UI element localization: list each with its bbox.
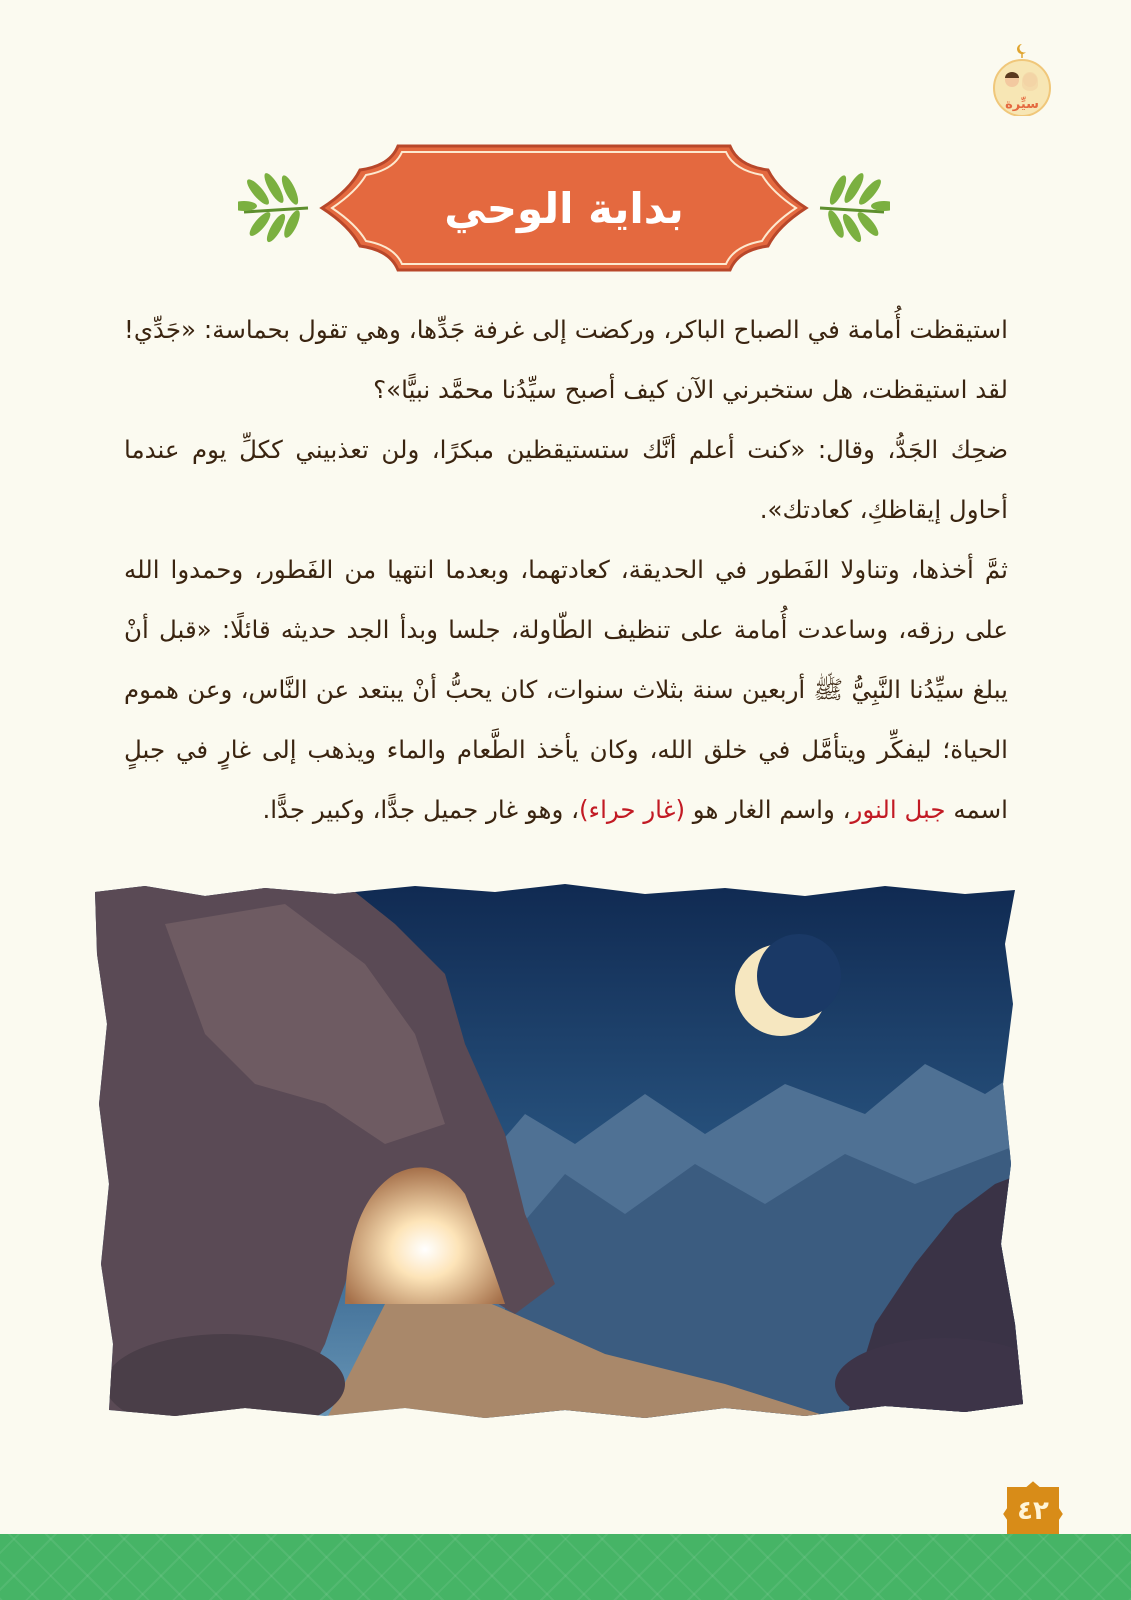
paragraph-text: ، واسم الغار هو bbox=[685, 795, 851, 824]
highlight-mountain-name: جبل النور bbox=[850, 795, 946, 824]
paragraph bbox=[124, 540, 1008, 840]
paragraph-text: ثمَّ أخذها، وتناولا الفَطور في الحديقة، كعادتهما، وبعدما انتهيا من الفَطور، وحمدوا الله على رزقه، وساعدت أُمامة على تنظيف الطّاولة، جلسا وبدأ الجد حديثه قائلًا: «قبل أنْ يبلغ سيِّدُنا النَّبِيُّ ﷺ أربعين سنة بثلاث سنوات، كان يحبُّ أنْ يبتعد عن النَّاس، وعن هموم الحياة؛ ليفكِّر ويتأمَّل في خلق الله، وكان يأخذ الطَّعام والماء ويذهب إلى غارٍ في جبلٍ اسمه bbox=[124, 555, 1008, 824]
paragraph: ضحِك الجَدُّ، وقال: «كنت أعلم أنَّك ستستيقظين مبكرًا، ولن تعذبيني ككلِّ يوم عندما أحاول إيقاظكِ، كعادتك». bbox=[124, 435, 1008, 524]
cave-night-illustration bbox=[85, 884, 1046, 1422]
paragraph: استيقظت أُمامة في الصباح الباكر، وركضت إلى غرفة جَدِّها، وهي تقول بحماسة: «جَدِّي! لقد استيقظت، هل ستخبرني الآن كيف أصبح سيِّدُنا محمَّد نبيًّا»؟ bbox=[124, 315, 1008, 404]
logo-wordmark: سيِّرة bbox=[1005, 97, 1039, 112]
title-banner bbox=[238, 140, 890, 276]
page-number: ٤٢ bbox=[1017, 1496, 1049, 1526]
brand-logo bbox=[988, 40, 1056, 116]
story-text bbox=[124, 300, 1008, 840]
paragraph-text: ، وهو غار جميل جدًّا، وكبير جدًّا. bbox=[262, 795, 579, 824]
footer-band bbox=[0, 1534, 1131, 1600]
page-title: بداية الوحي bbox=[444, 183, 684, 233]
highlight-cave-name: (غار حراء) bbox=[579, 795, 686, 824]
